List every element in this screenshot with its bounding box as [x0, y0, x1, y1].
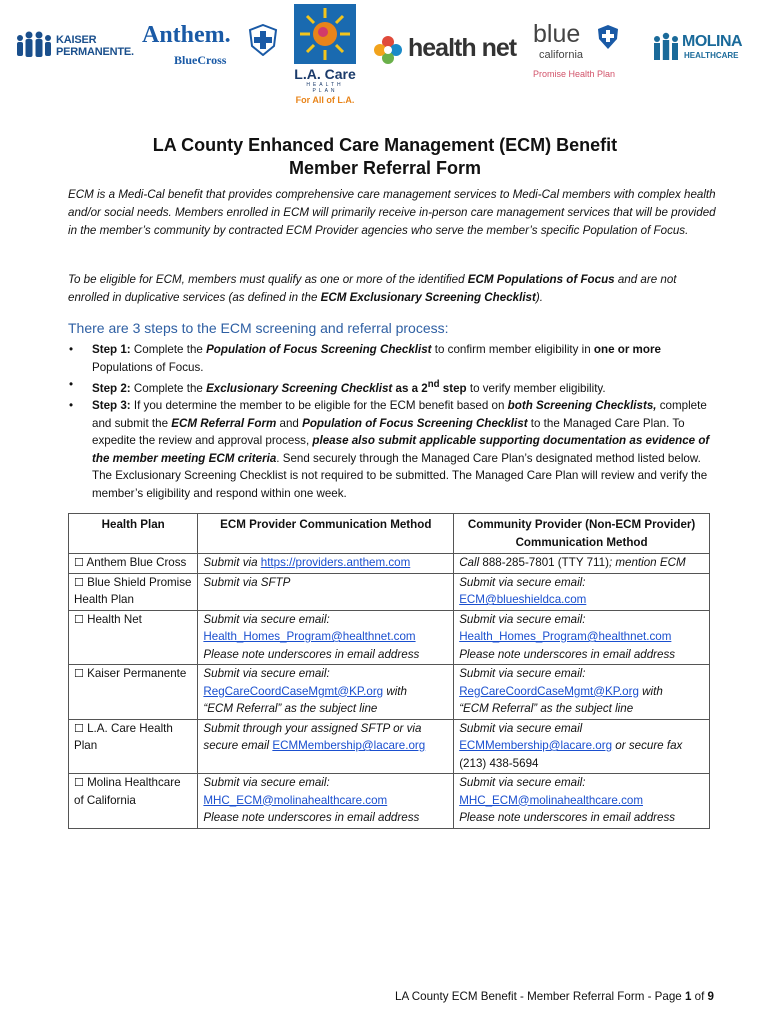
- plan-name: Kaiser Permanente: [87, 667, 187, 680]
- checkbox[interactable]: ☐: [74, 667, 84, 680]
- blueshield-email-link[interactable]: ECM@blueshieldca.com: [459, 593, 587, 606]
- plan-name: Blue Shield Promise Health Plan: [74, 575, 192, 606]
- partner-logos: [0, 0, 770, 110]
- table-row: ☐ Anthem Blue Cross Submit via https://providers.anthem.com Call 888-285-7801 (TTY 711); mention ECM: [69, 554, 710, 574]
- intro-paragraph-2: To be eligible for ECM, members must qualify as one or more of the identified ECM Populations of Focus and are not enrolled in duplicative services (as defined in the ECM Exclusionary Screening Checklist).: [68, 273, 677, 304]
- checkbox[interactable]: ☐: [74, 556, 84, 569]
- table-row: ☐ L.A. Care Health Plan Submit through your assigned SFTP or via secure email ECMMembership@lacare.org Submit via secure email ECMMembership@lacare.org or secure fax (213) 438-5694: [69, 719, 710, 774]
- checkbox[interactable]: ☐: [74, 721, 84, 735]
- blue-shield-logo: [533, 20, 629, 82]
- step-2: • Step 2: Complete the Exclusionary Screening Checklist as a 2nd step to verify member eligibility.: [69, 378, 606, 395]
- table-row: ☐ Blue Shield Promise Health Plan Submit via SFTP Submit via secure email: ECM@blueshieldca.com: [69, 573, 710, 610]
- exclusionary-checklist-ref: ECM Exclusionary Screening Checklist: [320, 291, 536, 304]
- plan-name: Anthem Blue Cross: [86, 556, 187, 569]
- page-title: [0, 134, 770, 180]
- kaiser-people-icon: [14, 30, 54, 66]
- plan-name: Molina Healthcare of California: [74, 776, 181, 807]
- anthem-logo: [142, 22, 282, 72]
- kaiser-line2: PERMANENTE.: [56, 46, 134, 58]
- anthem-phone: 888-285-7801 (TTY 711): [482, 556, 609, 569]
- kaiser-permanente-logo: [14, 26, 134, 66]
- kaiser-ecm-email-link[interactable]: RegCareCoordCaseMgmt@KP.org: [203, 684, 384, 698]
- bullet-icon: •: [69, 378, 74, 391]
- blue-shield-icon: [597, 24, 619, 50]
- col-ecm-provider-method: ECM Provider Communication Method: [198, 514, 454, 554]
- col-health-plan: Health Plan: [69, 514, 198, 554]
- molina-people-icon: [652, 32, 680, 62]
- health-net-flower-icon: [372, 34, 404, 66]
- steps-heading: There are 3 steps to the ECM screening and referral process:: [68, 320, 449, 336]
- plan-name: L.A. Care Health Plan: [74, 721, 173, 752]
- page-number: 1: [684, 990, 692, 1003]
- step-3: • Step 3: If you determine the member to be eligible for the ECM benefit based on both Screening Checklists, complete and submit the ECM Referral Form and Population of Focus Screening Checklist to the Managed Care Plan. To expedite the review and approval process, please also submit applicable supporting documentation as evidence of the member meeting ECM criteria. Send securely through the Managed Care Plan’s designated method listed below. The Exclusionary Screening Checklist is not required to be submitted. The Managed Care Plan will review and verify the member’s eligibility and respond within one week.: [69, 399, 710, 500]
- blue-shield-tagline: Promise Health Plan: [533, 69, 616, 79]
- anthem-name: Anthem.: [142, 22, 231, 48]
- lacare-fax: (213) 438-5694: [459, 756, 539, 770]
- table-row: ☐ Kaiser Permanente Submit via secure email: RegCareCoordCaseMgmt@KP.org with “ECM Referral” as the subject line Submit via secure email: RegCareCoordCaseMgmt@KP.org with “ECM Referral” as the subject line: [69, 665, 710, 720]
- la-care-name: L.A. Care: [294, 66, 356, 82]
- health-net-name: health net: [408, 34, 517, 62]
- la-care-sun-icon: [294, 4, 356, 64]
- plan-name: Health Net: [87, 612, 142, 626]
- health-plan-table: [68, 513, 710, 829]
- la-care-sub: HEALTH PLAN: [306, 82, 344, 94]
- checkbox[interactable]: ☐: [74, 575, 84, 589]
- bullet-icon: •: [69, 343, 74, 356]
- la-care-logo: [290, 4, 360, 108]
- lacare-ecm-email-link[interactable]: ECMMembership@lacare.org: [272, 739, 426, 752]
- anthem-sub: BlueCross: [174, 53, 227, 67]
- table-row: ☐ Health Net Submit via secure email: Health_Homes_Program@healthnet.com Please note underscores in email address Submit via secure email: Health_Homes_Program@healthnet.com Please note underscores in email address: [69, 610, 710, 665]
- intro-paragraph-1: ECM is a Medi-Cal benefit that provides comprehensive care management services to Medi-Cal members with complex health and/or social needs. Members enrolled in ECM will primarily receive in-person care management services that will be provided in the member’s community by contracted ECM Provider agencies who serve the member’s specific Population of Focus.: [68, 188, 716, 237]
- blue-shield-sub: california: [539, 49, 584, 61]
- table-row: ☐ Molina Healthcare of California Submit via secure email: MHC_ECM@molinahealthcare.com Please note underscores in email address Submit via secure email: MHC_ECM@molinahealthcare.com Please note underscores in email address: [69, 774, 710, 829]
- title-line1: LA County Enhanced Care Management (ECM) Benefit: [152, 135, 618, 155]
- title-line2: Member Referral Form: [288, 158, 482, 178]
- molina-name: MOLINA: [682, 33, 743, 50]
- molina-community-email-link[interactable]: MHC_ECM@molinahealthcare.com: [459, 793, 643, 807]
- kaiser-line1: KAISER: [56, 34, 97, 46]
- healthnet-ecm-email-link[interactable]: Health_Homes_Program@healthnet.com: [203, 630, 416, 643]
- page-footer: LA County ECM Benefit - Member Referral Form - Page 1 of 9: [395, 990, 714, 1003]
- bullet-icon: •: [69, 399, 74, 413]
- lacare-community-email-link[interactable]: ECMMembership@lacare.org: [459, 739, 613, 752]
- col-community-provider-method: Community Provider (Non-ECM Provider) Communication Method: [454, 514, 710, 554]
- populations-of-focus-ref: ECM Populations of Focus: [467, 273, 615, 286]
- steps-list: [68, 341, 716, 502]
- molina-ecm-email-link[interactable]: MHC_ECM@molinahealthcare.com: [203, 793, 388, 807]
- step-1: • Step 1: Complete the Population of Focus Screening Checklist to confirm member eligibility in one or more Populations of Focus.: [69, 343, 661, 374]
- anthem-provider-link[interactable]: https://providers.anthem.com: [260, 556, 411, 569]
- healthnet-community-email-link[interactable]: Health_Homes_Program@healthnet.com: [459, 630, 672, 643]
- blue-shield-name: blue: [533, 20, 581, 48]
- blue-cross-shield-icon: [248, 24, 278, 56]
- table-header-row: [69, 514, 710, 554]
- checkbox[interactable]: ☐: [74, 776, 84, 789]
- molina-sub: HEALTHCARE: [684, 51, 739, 60]
- molina-logo: [652, 30, 758, 66]
- checkbox[interactable]: ☐: [74, 612, 84, 626]
- health-net-logo: [372, 32, 522, 68]
- kaiser-community-email-link[interactable]: RegCareCoordCaseMgmt@KP.org: [459, 684, 639, 698]
- la-care-tagline: For All of L.A.: [295, 95, 355, 105]
- page-total: 9: [707, 990, 714, 1003]
